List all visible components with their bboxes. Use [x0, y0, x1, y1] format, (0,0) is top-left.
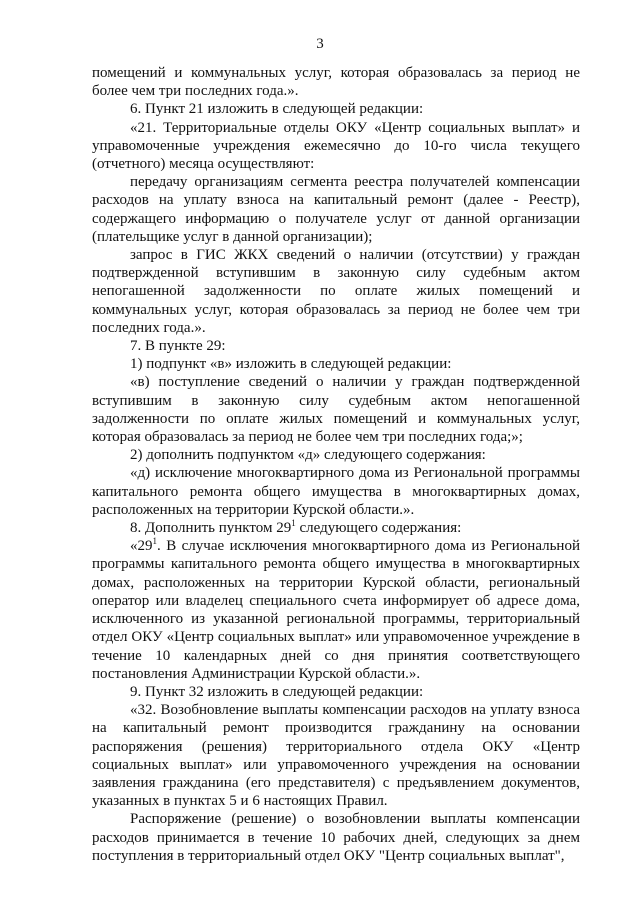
paragraph-clause-21: «21. Территориальные отделы ОКУ «Центр социальных выплат» и управомоченные учреждения ежемесячно до 10-го числа текущего (отчетного) месяца осуществляют: [92, 119, 580, 173]
paragraph-item-7: 7. В пункте 29: [130, 338, 226, 355]
superscript: 1 [152, 536, 157, 547]
paragraph-item-6: 6. Пункт 21 изложить в следующей редакции: [130, 101, 424, 118]
text-segment: 8. Дополнить пунктом 29 [130, 520, 292, 537]
superscript: 1 [291, 518, 296, 529]
paragraph-continuation: помещений и коммунальных услуг, которая образовалась за период не более чем три последних года.». [92, 65, 580, 100]
paragraph-item-9: 9. Пункт 32 изложить в следующей редакции: [130, 683, 424, 700]
page-number: 3 [316, 36, 324, 52]
paragraph-subitem-2: 2) дополнить подпунктом «д» следующего содержания: [130, 447, 486, 464]
paragraph-gis-request: запрос в ГИС ЖКХ сведений о наличии (отсутствии) у граждан подтвержденной вступившим в законную силу судебным актом непогашенной задолженности по оплате жилых помещений и коммунальных услуг, которая образовалась за период не более чем три последних года.». [92, 247, 580, 336]
document-body [92, 64, 580, 865]
text-segment: «29 [130, 538, 153, 555]
text-segment: . В случае исключения многоквартирного дома из Региональной программы капитального ремонта общего имущества в многоквартирных домах, расположенных на территории Курской области, региональный оператор или владелец специального счета информирует об адресе дома, исключенного из указанной региональной программы, территориальный отдел ОКУ «Центр социальных выплат» или управомоченное учреждение в течение 10 календарных дней со дня принятия соответствующего постановления Администрации Курской области.». [92, 538, 580, 682]
paragraph-item-8 [92, 519, 580, 537]
paragraph-subclause-d: «д) исключение многоквартирного дома из Региональной программы капитального ремонта общего имущества в многоквартирных домах, расположенных на территории Курской области.». [92, 465, 580, 518]
paragraph-clause-32: «32. Возобновление выплаты компенсации расходов на уплату взноса на капитальный ремонт производится гражданину на основании распоряжения (решения) территориального отдела ОКУ «Центр социальных выплат» или управомоченного учреждения на основании заявления гражданина (его представителя) с предъявлением документов, указанных в пунктах 5 и 6 настоящих Правил. [92, 702, 580, 810]
paragraph-subclause-v: «в) поступление сведений о наличии у граждан подтвержденной вступившим в законную силу судебным актом непогашенной задолженности по оплате жилых помещений и коммунальных услуг, которая образовалась за период не более чем три последних года;»; [92, 374, 580, 446]
paragraph-subitem-1: 1) подпункт «в» изложить в следующей редакции: [130, 356, 452, 373]
paragraph-decision: Распоряжение (решение) о возобновлении выплаты компенсации расходов принимается в течение 10 рабочих дней, следующих за днем поступления в территориальный отдел ОКУ "Центр социальных выплат", [92, 811, 580, 864]
paragraph-transfer-registry: передачу организациям сегмента реестра получателей компенсации расходов на уплату взноса на капитальный ремонт (далее - Реестр), содержащего информацию о получателе услуг от данной организации (плательщике услуг в данной организации); [92, 174, 580, 245]
text-segment: следующего содержания: [295, 520, 462, 537]
paragraph-clause-29-1 [92, 537, 580, 683]
